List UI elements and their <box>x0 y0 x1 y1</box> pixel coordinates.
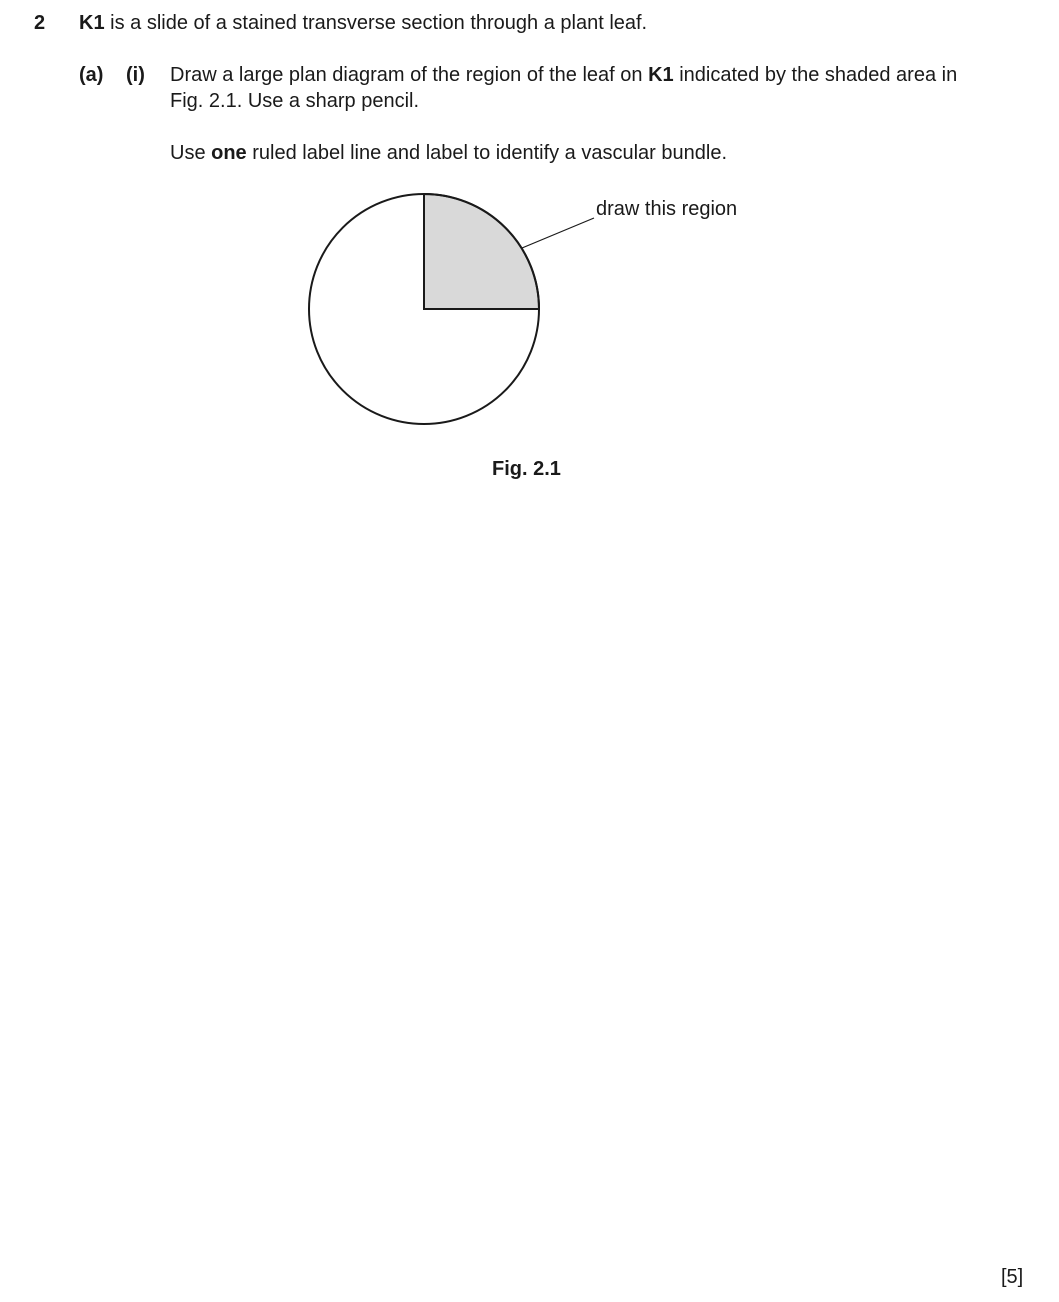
label-line <box>522 218 594 248</box>
instruction-line-3-pre: Use <box>170 142 212 164</box>
region-label: draw this region <box>596 198 738 220</box>
instruction-line-1 <box>170 64 957 87</box>
part-roman: (i) <box>126 64 145 86</box>
instruction-line-1-pre: Draw a large plan diagram of the region of the leaf on <box>170 64 649 86</box>
part-letter: (a) <box>79 64 104 86</box>
question-stem <box>79 12 647 35</box>
instruction-line-1-post: indicated by the shaded area in <box>673 64 958 86</box>
question-number: 2 <box>34 12 46 34</box>
instruction-emphasis: one <box>211 142 247 164</box>
shaded-quadrant <box>424 194 539 309</box>
figure-caption: Fig. 2.1 <box>492 458 561 480</box>
instruction-line-3-post: ruled label line and label to identify a vascular bundle. <box>246 142 727 164</box>
instruction-line-2: Fig. 2.1. Use a sharp pencil. <box>170 90 420 112</box>
leaf-outline-circle <box>309 194 539 424</box>
specimen-code: K1 <box>79 12 105 34</box>
instruction-line-3 <box>170 142 727 165</box>
instruction-specimen-code: K1 <box>648 64 674 86</box>
marks-allocation: [5] <box>1001 1266 1024 1288</box>
question-stem-text: is a slide of a stained transverse section through a plant leaf. <box>104 12 648 34</box>
